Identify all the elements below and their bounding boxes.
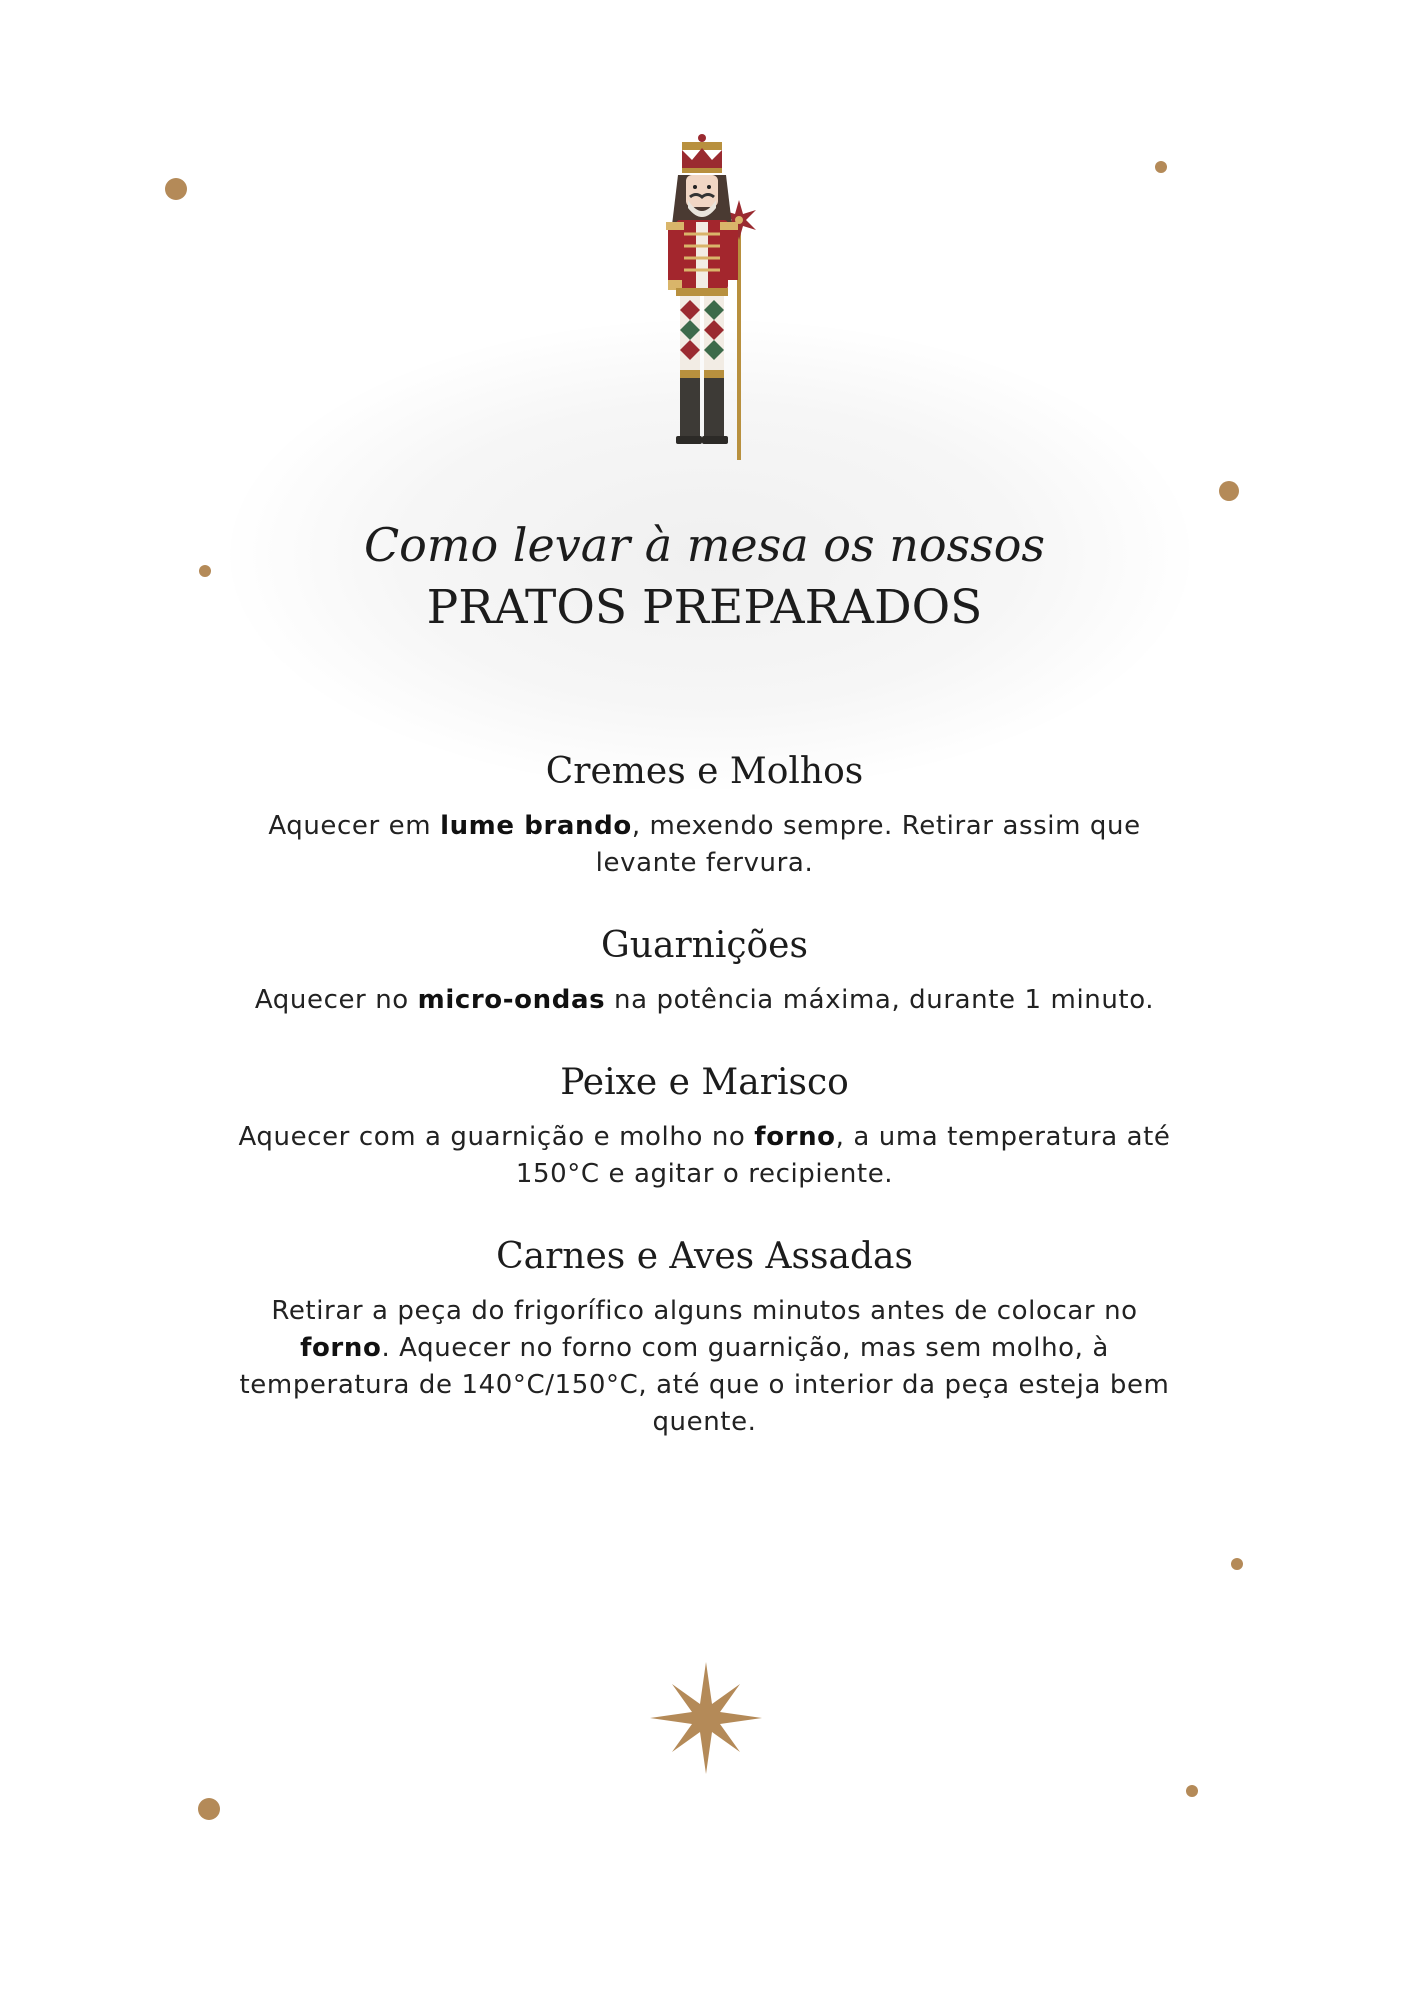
- section-heading: Cremes e Molhos: [545, 751, 864, 792]
- emphasis-text: forno: [300, 1333, 382, 1363]
- section-heading: Peixe e Marisco: [560, 1062, 849, 1103]
- section-text: Aquecer com a guarnição e molho no forno, a uma temperatura até 150°C e agitar o recipiente.: [238, 1122, 1171, 1189]
- nutcracker-icon: [640, 130, 765, 460]
- page-subtitle: Como levar à mesa os nossos: [363, 518, 1046, 572]
- emphasis-text: forno: [754, 1122, 836, 1152]
- section-text: Retirar a peça do frigorífico alguns minutos antes de colocar no forno. Aquecer no forno com guarnição, mas sem molho, à temperatura de 140°C/150°C, até que o interior da peça esteja bem quente.: [239, 1296, 1170, 1437]
- decorative-dot: [1186, 1785, 1198, 1797]
- page-title: PRATOS PREPARADOS: [426, 580, 983, 635]
- star-icon: [648, 1660, 764, 1776]
- decorative-dot: [1219, 481, 1239, 501]
- instructions-list: [150, 748, 1259, 1481]
- section-heading: Carnes e Aves Assadas: [496, 1236, 913, 1277]
- section-carnes-e-aves-assadas: [150, 1233, 1259, 1441]
- section-text: Aquecer no micro-ondas na potência máxima, durante 1 minuto.: [254, 985, 1155, 1015]
- decorative-dot: [198, 1798, 220, 1820]
- decorative-dot: [1155, 161, 1167, 173]
- section-peixe-e-marisco: [150, 1059, 1259, 1193]
- emphasis-text: lume brando: [440, 811, 632, 841]
- section-guarnicoes: [150, 922, 1259, 1019]
- section-cremes-e-molhos: [150, 748, 1259, 882]
- decorative-dot: [165, 178, 187, 200]
- decorative-dot: [1231, 1558, 1243, 1570]
- section-text: Aquecer em lume brando, mexendo sempre. Retirar assim que levante fervura.: [268, 811, 1141, 878]
- section-heading: Guarnições: [601, 925, 808, 966]
- emphasis-text: micro-ondas: [417, 985, 606, 1015]
